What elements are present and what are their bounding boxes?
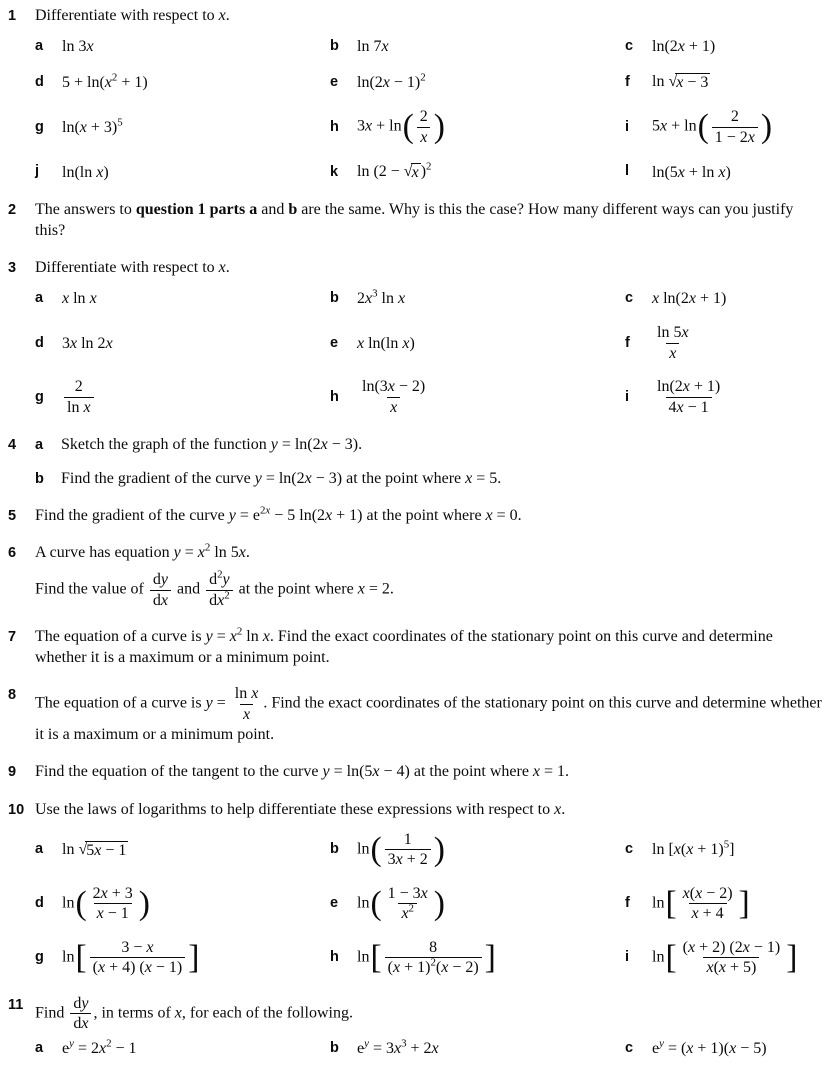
part	[625, 162, 826, 183]
part	[330, 377, 625, 417]
fraction: $\frac{2}{1 - 2x}$	[712, 107, 758, 147]
math-expression: ln(2x + 1)	[652, 38, 716, 56]
subpart-text: Find the gradient of the curve y = ln(2x − 3) at the point where x = 5.	[61, 469, 502, 487]
math-expression: ln ( $\frac{1 - 3x}{x^2}$ )	[357, 884, 445, 923]
math-expression: x ln x	[62, 290, 97, 308]
part	[330, 884, 625, 924]
part-label: f	[625, 334, 630, 351]
part-label: i	[625, 949, 630, 966]
question-number: 8	[8, 687, 17, 704]
fraction: $\frac{(x + 2) (2x - 1)}{x(x + 5)}$	[682, 938, 781, 977]
math-expression: $\ln(2x - 1)^2$	[357, 71, 426, 91]
math-expression: $2x^3$ ln x	[357, 288, 406, 308]
question-number: 7	[8, 629, 17, 646]
part-label: l	[625, 163, 630, 180]
question	[8, 684, 826, 745]
part-label: f	[625, 73, 630, 90]
part	[35, 377, 330, 417]
part-label: a	[35, 1039, 44, 1056]
fraction: $\frac{dy}{dx}$	[150, 570, 171, 610]
question-number: 1	[8, 8, 17, 24]
part-label: f	[625, 895, 630, 912]
question-content	[35, 199, 826, 241]
part	[35, 839, 330, 861]
fraction: $\frac{d^2y}{dx^2}$	[206, 570, 233, 610]
fraction: $\frac{x(x - 2)}{x + 4}$	[682, 884, 733, 923]
fraction: $\frac{1}{3x + 2}$	[385, 830, 431, 870]
math-expression: 3x + ln ( $\frac{2}{x}$ )	[357, 107, 445, 146]
part	[35, 333, 330, 354]
part	[330, 107, 625, 147]
fraction: $\frac{2x + 3}{x - 1}$	[92, 884, 133, 923]
sqrt-radical: √ x	[403, 163, 419, 182]
part	[330, 333, 625, 354]
question-intro: Use the laws of logarithms to help differentiate these expressions with respect to x.	[35, 800, 566, 818]
part-label: h	[330, 949, 339, 966]
part-label: e	[330, 334, 339, 351]
question-number: 9	[8, 764, 17, 781]
question-number: 4	[8, 436, 17, 453]
part-label: b	[330, 290, 339, 307]
question-text: The equation of a curve is $y = x^2$ ln x. Find the exact coordinates of the stationary point on this curve and determine whether it is a maximum or a minimum point.	[35, 625, 773, 667]
parts-grid	[35, 36, 826, 183]
part	[35, 117, 330, 138]
math-expression: ln [ $\frac{8}{(x + 1)^2(x - 2)}$ ]	[357, 938, 496, 977]
math-expression: ln [ $\frac{x(x - 2)}{x + 4}$ ]	[652, 884, 750, 923]
part	[35, 1038, 330, 1059]
question-text-line: A curve has equation $y = x^2$ ln 5x.	[35, 541, 250, 561]
part-label: c	[625, 38, 634, 55]
question-number: 10	[8, 801, 25, 818]
part	[35, 36, 330, 57]
fraction: $\frac{dy}{dx}$	[70, 994, 91, 1034]
part	[625, 377, 826, 417]
part-label: c	[625, 290, 634, 307]
part-label: a	[35, 38, 44, 55]
math-expression: ln ( $\frac{1}{3x + 2}$ )	[357, 830, 445, 869]
part	[330, 161, 625, 183]
math-expression: ln √ 5x − 1	[62, 840, 127, 859]
part-label: d	[35, 73, 44, 90]
parts-grid	[35, 1038, 826, 1059]
math-expression: $e^y = 3x^3 + 2x$	[357, 1037, 439, 1057]
part-label: d	[35, 334, 44, 351]
math-expression: $\ln(x + 3)^5$	[62, 116, 123, 136]
part	[330, 72, 625, 93]
paren-group: ( $\frac{2x + 3}{x - 1}$ )	[75, 884, 150, 923]
exercise-page	[8, 5, 826, 1059]
question-text: Find the equation of the tangent to the curve y = ln(5x − 4) at the point where x = 1.	[35, 763, 570, 781]
question-intro: Find $\frac{dy}{dx}$ , in terms of x, for each of the following.	[35, 994, 353, 1033]
question	[8, 799, 826, 978]
part	[330, 938, 625, 978]
part-label: i	[625, 388, 630, 405]
bracket-group: [ $\frac{8}{(x + 1)^2(x - 2)}$ ]	[370, 938, 496, 977]
question-text: The equation of a curve is y = $\frac{\text{ln x}}{x}$ . Find the exact coordinates of the stationary point on this curve and determine whether it is a maximum or a minimum point.	[35, 685, 822, 744]
part-label: g	[35, 118, 44, 135]
part	[625, 938, 826, 978]
part-label: c	[625, 1039, 634, 1056]
subpart	[35, 434, 826, 455]
bracket-group: [ $\frac{3 - x}{(x + 4) (x - 1)}$ ]	[75, 938, 200, 977]
sqrt-radical: √ 5x − 1	[78, 840, 127, 859]
math-expression: 3x ln 2x	[62, 334, 113, 352]
part-label: b	[330, 841, 339, 858]
part	[35, 162, 330, 183]
math-expression	[62, 377, 96, 417]
part-label: b	[330, 38, 339, 55]
part-label: a	[35, 436, 44, 453]
part	[35, 884, 330, 924]
sqrt-radical: √ x − 3	[668, 73, 709, 92]
question-content	[35, 761, 826, 782]
math-expression: ln ( $\frac{2x + 3}{x - 1}$ )	[62, 884, 150, 923]
question-content	[35, 626, 826, 668]
question-text: The answers to question 1 parts a and b are the same. Why is this the case? How many different ways can you justify this?	[35, 201, 794, 240]
math-expression: ln √ x − 3	[652, 73, 709, 92]
math-expression: ln(5x + ln x)	[652, 163, 731, 181]
question-content	[35, 994, 826, 1059]
fraction: $\frac{\text{ln x}}{x}$	[234, 685, 259, 723]
part-label: h	[330, 388, 339, 405]
question-number: 5	[8, 507, 17, 524]
paren-group: ( $\frac{1}{3x + 2}$ )	[370, 830, 445, 869]
fraction: $\frac{\ln(3x - 2)}{x}$	[362, 378, 426, 416]
question	[8, 994, 826, 1059]
part-label: c	[625, 841, 634, 858]
question-content	[35, 505, 826, 526]
part	[625, 36, 826, 57]
math-expression: $e^y = 2x^2 - 1$	[62, 1037, 137, 1057]
question-number: 11	[8, 996, 24, 1013]
question-content	[35, 684, 826, 745]
part-label: i	[625, 118, 630, 135]
part	[625, 71, 826, 93]
questions-container	[8, 5, 826, 1059]
part-label: b	[35, 470, 44, 487]
part-label: e	[330, 895, 339, 912]
question-content	[35, 434, 826, 489]
part	[35, 288, 330, 309]
part	[625, 839, 826, 860]
parts-grid	[35, 288, 826, 417]
part-label: a	[35, 841, 44, 858]
math-expression: $\ln [x(x + 1)^5]$	[652, 838, 735, 859]
part	[330, 830, 625, 870]
part	[625, 884, 826, 924]
part-label: j	[35, 163, 40, 180]
fraction: $\frac{3 - x}{(x + 4) (x - 1)}$	[90, 938, 186, 978]
question-intro: Differentiate with respect to x.	[35, 7, 230, 24]
math-expression: ln [ $\frac{(x + 2) (2x - 1)}{x(x + 5)}$ ]	[652, 938, 798, 977]
question-content	[35, 542, 826, 610]
math-expression: $5 + \ln(x^2 + 1)$	[62, 71, 148, 91]
part-label: e	[330, 73, 339, 90]
question-text: Find the gradient of the curve $y = e^{2x} - 5$ ln(2x + 1) at the point where x = 0.	[35, 504, 522, 524]
math-expression: ln(ln x)	[62, 163, 109, 181]
part-label: h	[330, 118, 339, 135]
fraction: $\frac{1 - 3x}{x^2}$	[387, 884, 428, 923]
question	[8, 626, 826, 668]
part	[625, 107, 826, 147]
fraction: $\frac{\ln 5x}{x}$	[657, 324, 689, 362]
math-expression: ln (2 − √ x )$^2$	[357, 160, 432, 182]
math-expression: ln 3x	[62, 38, 94, 56]
question-text-line: Find the value of $\frac{dy}{dx}$ and $\frac{d^2y}{dx^2}$ at the point where x = 2.	[35, 568, 394, 609]
subpart	[35, 468, 826, 489]
math-expression	[652, 323, 694, 363]
question	[8, 505, 826, 526]
question-number: 2	[8, 202, 17, 218]
part	[625, 1038, 826, 1059]
part	[35, 72, 330, 93]
bracket-group: [ $\frac{x(x - 2)}{x + 4}$ ]	[665, 884, 750, 923]
part	[625, 323, 826, 363]
paren-group: ( $\frac{2}{x}$ )	[402, 107, 445, 146]
math-expression	[652, 377, 725, 417]
fraction: $\frac{2}{\text{ln x}}$	[64, 377, 94, 417]
question	[8, 542, 826, 610]
math-expression: ln [ $\frac{3 - x}{(x + 4) (x - 1)}$ ]	[62, 938, 200, 977]
math-expression: x ln(ln x)	[357, 334, 415, 352]
question	[8, 257, 826, 417]
paren-group: ( $\frac{2}{1 - 2x}$ )	[697, 107, 773, 146]
question-content	[35, 799, 826, 978]
math-expression: ln 7x	[357, 38, 389, 56]
bracket-group: [ $\frac{(x + 2) (2x - 1)}{x(x + 5)}$ ]	[665, 938, 798, 977]
part-label: d	[35, 895, 44, 912]
question	[8, 434, 826, 489]
question	[8, 199, 826, 241]
part-label: a	[35, 290, 44, 307]
part-label: g	[35, 949, 44, 966]
fraction: $\frac{\ln(2x + 1)}{4x - 1}$	[657, 378, 721, 416]
fraction: $\frac{2}{x}$	[417, 107, 431, 147]
part	[330, 288, 625, 309]
part-label: g	[35, 388, 44, 405]
question-content	[35, 257, 826, 417]
subpart-text: Sketch the graph of the function y = ln(2x − 3).	[61, 435, 363, 453]
part-label: b	[330, 1039, 339, 1056]
question	[8, 761, 826, 782]
part	[625, 288, 826, 309]
part-label: k	[330, 163, 339, 180]
paren-group: ( $\frac{1 - 3x}{x^2}$ )	[370, 884, 445, 923]
question-content	[35, 5, 826, 183]
fraction: $\frac{8}{(x + 1)^2(x - 2)}$	[385, 938, 482, 978]
question	[8, 5, 826, 183]
question-number: 3	[8, 260, 17, 277]
math-expression: 5x + ln ( $\frac{2}{1 - 2x}$ )	[652, 107, 773, 146]
question-number: 6	[8, 544, 17, 561]
part	[330, 36, 625, 57]
math-expression: x ln(2x + 1)	[652, 290, 727, 308]
part	[330, 1038, 625, 1059]
part	[35, 938, 330, 978]
math-expression: $e^y = (x + 1)(x - 5)$	[652, 1037, 767, 1057]
parts-grid	[35, 830, 826, 978]
math-expression	[357, 377, 430, 417]
question-intro: Differentiate with respect to x.	[35, 259, 230, 277]
